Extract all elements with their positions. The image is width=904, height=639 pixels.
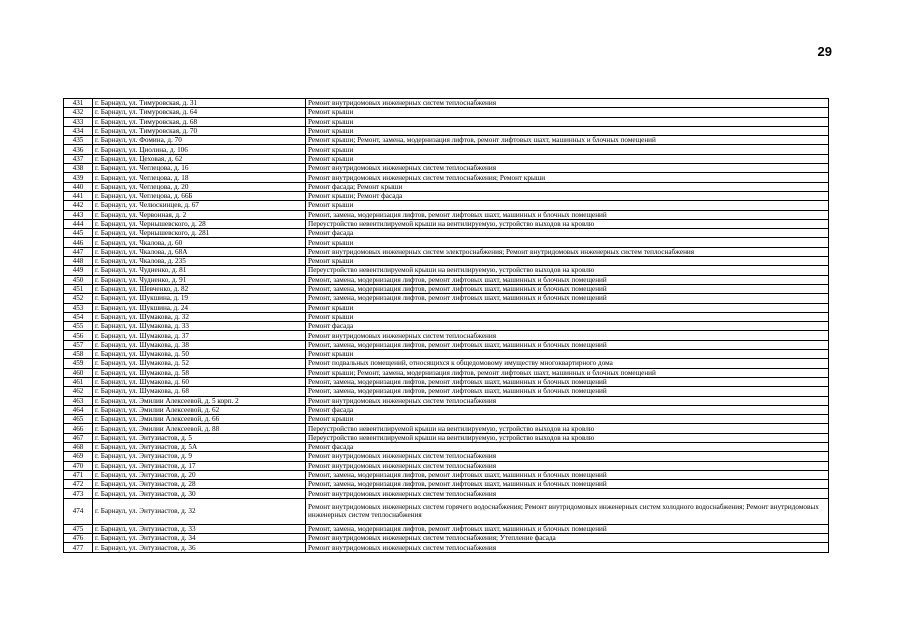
table-row [64, 322, 829, 331]
row-work-type: Переустройство невентилируемой крыши на вентилируемую, устройство выходов на кровлю [306, 219, 829, 228]
row-number: 473 [64, 489, 93, 498]
row-number: 466 [64, 424, 93, 433]
row-number: 476 [64, 534, 93, 543]
row-address: г. Барнаул, ул. Энтузиастов, д. 5 [93, 433, 306, 442]
table-row [64, 340, 829, 349]
row-number: 447 [64, 247, 93, 256]
table-row [64, 164, 829, 173]
row-address: г. Барнаул, ул. Шумакова, д. 60 [93, 377, 306, 386]
row-number: 469 [64, 452, 93, 461]
row-address: г. Барнаул, ул. Чкалова, д. 60 [93, 238, 306, 247]
row-address: г. Барнаул, ул. Чудненко, д. 91 [93, 275, 306, 284]
table-row [64, 303, 829, 312]
row-address: г. Барнаул, ул. Шумакова, д. 68 [93, 387, 306, 396]
row-number: 438 [64, 164, 93, 173]
table-row [64, 294, 829, 303]
row-address: г. Барнаул, ул. Шумакова, д. 50 [93, 350, 306, 359]
table-row [64, 498, 829, 524]
row-number: 464 [64, 405, 93, 414]
table-row [64, 126, 829, 135]
table-row [64, 257, 829, 266]
row-address: г. Барнаул, ул. Шумакова, д. 52 [93, 359, 306, 368]
row-number: 454 [64, 312, 93, 321]
row-address: г. Барнаул, ул. Чеглецова, д. 66Б [93, 191, 306, 200]
row-number: 449 [64, 266, 93, 275]
row-number: 477 [64, 543, 93, 552]
table-row [64, 210, 829, 219]
row-work-type: Переустройство невентилируемой крыши на вентилируемую, устройство выходов на кровлю [306, 433, 829, 442]
row-number: 463 [64, 396, 93, 405]
table-row [64, 312, 829, 321]
table-row [64, 405, 829, 414]
row-work-type: Ремонт внутридомовых инженерных систем теплоснабжения [306, 452, 829, 461]
row-number: 444 [64, 219, 93, 228]
row-work-type: Ремонт, замена, модернизация лифтов, ремонт лифтовых шахт, машинных и блочных помещений [306, 387, 829, 396]
row-address: г. Барнаул, ул. Тимуровская, д. 68 [93, 117, 306, 126]
row-number: 452 [64, 294, 93, 303]
row-work-type: Ремонт внутридомовых инженерных систем теплоснабжения [306, 543, 829, 552]
row-address: г. Барнаул, ул. Эмилии Алексеевой, д. 5 корп. 2 [93, 396, 306, 405]
row-address: г. Барнаул, ул. Чеглецова, д. 16 [93, 164, 306, 173]
row-number: 460 [64, 368, 93, 377]
table-row [64, 350, 829, 359]
row-work-type: Ремонт фасада [306, 322, 829, 331]
table-row [64, 480, 829, 489]
row-work-type: Ремонт крыши [306, 117, 829, 126]
table-row [64, 433, 829, 442]
row-number: 443 [64, 210, 93, 219]
table-row [64, 108, 829, 117]
row-address: г. Барнаул, ул. Цеховая, д. 62 [93, 154, 306, 163]
table-row [64, 377, 829, 386]
row-address: г. Барнаул, ул. Фомина, д. 70 [93, 136, 306, 145]
table-row [64, 415, 829, 424]
row-number: 465 [64, 415, 93, 424]
row-work-type: Ремонт внутридомовых инженерных систем электроснабжения; Ремонт внутридомовых инженерных систем теплоснабжения [306, 247, 829, 256]
table-row [64, 136, 829, 145]
row-address: г. Барнаул, ул. Чеглецова, д. 20 [93, 182, 306, 191]
row-work-type: Ремонт внутридомовых инженерных систем теплоснабжения; Ремонт крыши [306, 173, 829, 182]
row-number: 472 [64, 480, 93, 489]
row-number: 442 [64, 201, 93, 210]
row-address: г. Барнаул, ул. Тимуровская, д. 31 [93, 99, 306, 108]
row-number: 435 [64, 136, 93, 145]
row-address: г. Барнаул, ул. Эмилии Алексеевой, д. 66 [93, 415, 306, 424]
row-work-type: Ремонт крыши [306, 145, 829, 154]
row-address: г. Барнаул, ул. Шумакова, д. 37 [93, 331, 306, 340]
row-work-type: Переустройство невентилируемой крыши на вентилируемую, устройство выходов на кровлю [306, 424, 829, 433]
row-address: г. Барнаул, ул. Энтузиастов, д. 30 [93, 489, 306, 498]
row-work-type: Ремонт, замена, модернизация лифтов, ремонт лифтовых шахт, машинных и блочных помещений [306, 294, 829, 303]
row-number: 468 [64, 442, 93, 451]
table-row [64, 470, 829, 479]
row-number: 474 [64, 498, 93, 524]
table-row [64, 359, 829, 368]
row-address: г. Барнаул, ул. Энтузиастов, д. 33 [93, 524, 306, 533]
table-row [64, 534, 829, 543]
row-number: 431 [64, 99, 93, 108]
row-work-type: Ремонт внутридомовых инженерных систем теплоснабжения [306, 331, 829, 340]
row-work-type: Ремонт, замена, модернизация лифтов, ремонт лифтовых шахт, машинных и блочных помещений [306, 210, 829, 219]
table-row [64, 238, 829, 247]
row-address: г. Барнаул, ул. Чкалова, д. 68А [93, 247, 306, 256]
row-number: 440 [64, 182, 93, 191]
row-address: г. Барнаул, ул. Шумакова, д. 38 [93, 340, 306, 349]
row-number: 475 [64, 524, 93, 533]
row-number: 436 [64, 145, 93, 154]
row-number: 455 [64, 322, 93, 331]
row-number: 458 [64, 350, 93, 359]
row-work-type: Ремонт крыши [306, 350, 829, 359]
row-work-type: Ремонт, замена, модернизация лифтов, ремонт лифтовых шахт, машинных и блочных помещений [306, 524, 829, 533]
row-number: 470 [64, 461, 93, 470]
row-number: 456 [64, 331, 93, 340]
row-address: г. Барнаул, ул. Тимуровская, д. 70 [93, 126, 306, 135]
table-row [64, 117, 829, 126]
row-number: 451 [64, 284, 93, 293]
row-address: г. Барнаул, ул. Чеглецова, д. 18 [93, 173, 306, 182]
row-work-type: Ремонт внутридомовых инженерных систем горячего водоснабжения; Ремонт внутридомовых инженерных систем холодного водоснабжения; Ремонт внутридомовых инженерных систем теплоснабжения [306, 498, 829, 524]
table-row [64, 543, 829, 552]
row-work-type: Ремонт внутридомовых инженерных систем теплоснабжения [306, 461, 829, 470]
row-number: 441 [64, 191, 93, 200]
row-address: г. Барнаул, ул. Циолина, д. 106 [93, 145, 306, 154]
row-work-type: Ремонт крыши [306, 108, 829, 117]
row-address: г. Барнаул, ул. Шумакова, д. 58 [93, 368, 306, 377]
row-work-type: Ремонт, замена, модернизация лифтов, ремонт лифтовых шахт, машинных и блочных помещений [306, 340, 829, 349]
table-row [64, 387, 829, 396]
row-address: г. Барнаул, ул. Энтузиастов, д. 28 [93, 480, 306, 489]
row-work-type: Ремонт крыши; Ремонт, замена, модернизация лифтов, ремонт лифтовых шахт, машинных и блочных помещений [306, 136, 829, 145]
row-address: г. Барнаул, ул. Чудненко, д. 81 [93, 266, 306, 275]
row-address: г. Барнаул, ул. Шукшина, д. 19 [93, 294, 306, 303]
table-body [64, 99, 829, 553]
table-row [64, 275, 829, 284]
row-address: г. Барнаул, ул. Энтузиастов, д. 5А [93, 442, 306, 451]
row-number: 450 [64, 275, 93, 284]
table-row [64, 154, 829, 163]
row-work-type: Ремонт, замена, модернизация лифтов, ремонт лифтовых шахт, машинных и блочных помещений [306, 377, 829, 386]
row-number: 432 [64, 108, 93, 117]
row-number: 461 [64, 377, 93, 386]
row-work-type: Ремонт крыши [306, 126, 829, 135]
table-row [64, 173, 829, 182]
row-work-type: Ремонт крыши; Ремонт фасада [306, 191, 829, 200]
table-row [64, 396, 829, 405]
row-work-type: Ремонт фасада; Ремонт крыши [306, 182, 829, 191]
table-row [64, 424, 829, 433]
row-number: 457 [64, 340, 93, 349]
table-row [64, 219, 829, 228]
row-work-type: Ремонт крыши [306, 238, 829, 247]
row-work-type: Ремонт внутридомовых инженерных систем теплоснабжения [306, 164, 829, 173]
row-address: г. Барнаул, ул. Эмилии Алексеевой, д. 62 [93, 405, 306, 414]
row-address: г. Барнаул, ул. Энтузиастов, д. 20 [93, 470, 306, 479]
row-number: 437 [64, 154, 93, 163]
row-number: 448 [64, 257, 93, 266]
row-work-type: Ремонт, замена, модернизация лифтов, ремонт лифтовых шахт, машинных и блочных помещений [306, 480, 829, 489]
row-work-type: Ремонт фасада [306, 229, 829, 238]
row-address: г. Барнаул, ул. Тимуровская, д. 64 [93, 108, 306, 117]
row-work-type: Ремонт внутридомовых инженерных систем теплоснабжения [306, 99, 829, 108]
table-row [64, 191, 829, 200]
row-number: 446 [64, 238, 93, 247]
page-number: 29 [817, 44, 832, 59]
row-address: г. Барнаул, ул. Шумакова, д. 33 [93, 322, 306, 331]
row-address: г. Барнаул, ул. Шукшина, д. 24 [93, 303, 306, 312]
row-work-type: Ремонт крыши [306, 415, 829, 424]
table-row [64, 229, 829, 238]
row-number: 471 [64, 470, 93, 479]
row-work-type: Ремонт крыши [306, 201, 829, 210]
row-number: 467 [64, 433, 93, 442]
row-work-type: Ремонт подвальных помещений, относящихся к общедомовому имуществу многоквартирного дома [306, 359, 829, 368]
row-work-type: Ремонт фасада [306, 442, 829, 451]
table-row [64, 99, 829, 108]
row-work-type: Ремонт крыши [306, 303, 829, 312]
table-row [64, 284, 829, 293]
table-row [64, 524, 829, 533]
row-work-type: Ремонт внутридомовых инженерных систем теплоснабжения [306, 396, 829, 405]
row-number: 453 [64, 303, 93, 312]
row-work-type: Переустройство невентилируемой крыши на вентилируемую, устройство выходов на кровлю [306, 266, 829, 275]
row-address: г. Барнаул, ул. Энтузиастов, д. 34 [93, 534, 306, 543]
row-address: г. Барнаул, ул. Челюскинцев, д. 67 [93, 201, 306, 210]
row-address: г. Барнаул, ул. Энтузиастов, д. 9 [93, 452, 306, 461]
row-work-type: Ремонт, замена, модернизация лифтов, ремонт лифтовых шахт, машинных и блочных помещений [306, 284, 829, 293]
row-number: 445 [64, 229, 93, 238]
table-row [64, 442, 829, 451]
repair-register-table [63, 98, 829, 553]
row-address: г. Барнаул, ул. Чернышевского, д. 28 [93, 219, 306, 228]
table-row [64, 247, 829, 256]
row-number: 459 [64, 359, 93, 368]
row-work-type: Ремонт крыши [306, 257, 829, 266]
row-address: г. Барнаул, ул. Энтузиастов, д. 17 [93, 461, 306, 470]
table-row [64, 182, 829, 191]
table-row [64, 201, 829, 210]
row-work-type: Ремонт крыши; Ремонт, замена, модернизация лифтов, ремонт лифтовых шахт, машинных и блочных помещений [306, 368, 829, 377]
row-address: г. Барнаул, ул. Шевченко, д. 82 [93, 284, 306, 293]
row-address: г. Барнаул, ул. Чкалова, д. 235 [93, 257, 306, 266]
row-work-type: Ремонт фасада [306, 405, 829, 414]
row-number: 439 [64, 173, 93, 182]
row-work-type: Ремонт внутридомовых инженерных систем теплоснабжения [306, 489, 829, 498]
table-row [64, 368, 829, 377]
row-address: г. Барнаул, ул. Чернышевского, д. 281 [93, 229, 306, 238]
row-work-type: Ремонт, замена, модернизация лифтов, ремонт лифтовых шахт, машинных и блочных помещений [306, 275, 829, 284]
table-row [64, 331, 829, 340]
row-work-type: Ремонт внутридомовых инженерных систем теплоснабжения; Утепление фасада [306, 534, 829, 543]
table-row [64, 145, 829, 154]
table-row [64, 489, 829, 498]
row-work-type: Ремонт крыши [306, 154, 829, 163]
table-row [64, 452, 829, 461]
row-work-type: Ремонт крыши [306, 312, 829, 321]
row-number: 433 [64, 117, 93, 126]
row-number: 462 [64, 387, 93, 396]
row-address: г. Барнаул, ул. Энтузиастов, д. 32 [93, 498, 306, 524]
row-address: г. Барнаул, ул. Эмилии Алексеевой, д. 88 [93, 424, 306, 433]
row-work-type: Ремонт, замена, модернизация лифтов, ремонт лифтовых шахт, машинных и блочных помещений [306, 470, 829, 479]
row-address: г. Барнаул, ул. Энтузиастов, д. 36 [93, 543, 306, 552]
row-address: г. Барнаул, ул. Шумакова, д. 32 [93, 312, 306, 321]
table-row [64, 461, 829, 470]
row-number: 434 [64, 126, 93, 135]
table-row [64, 266, 829, 275]
row-address: г. Барнаул, ул. Червонная, д. 2 [93, 210, 306, 219]
